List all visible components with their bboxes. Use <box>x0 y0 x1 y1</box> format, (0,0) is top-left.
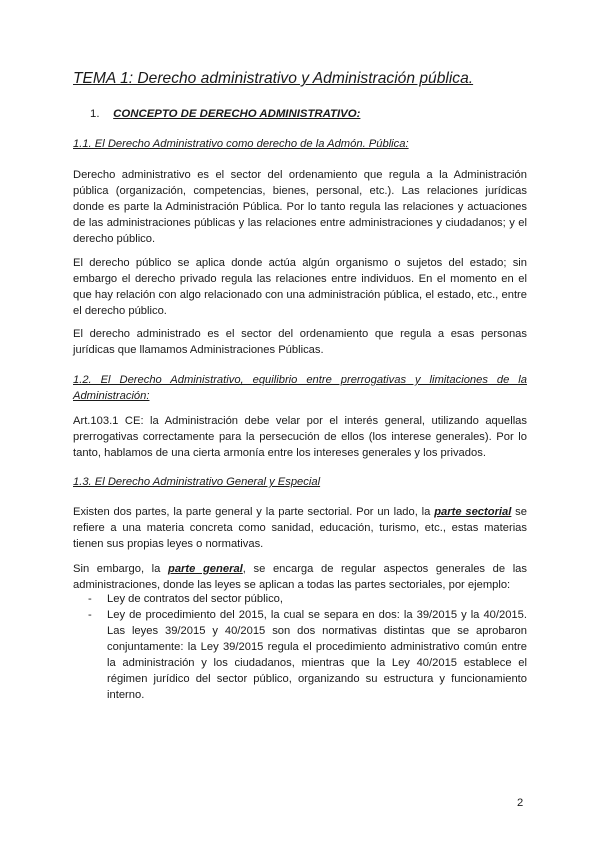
paragraph-1-3-a <box>73 504 527 552</box>
section-heading <box>90 108 360 120</box>
list-item-text: Ley de contratos del sector público, <box>107 593 283 605</box>
parte-sectorial-term: parte sectorial <box>434 506 512 518</box>
laws-list <box>73 591 527 703</box>
page-number: 2 <box>517 797 524 809</box>
paragraph-1-1-a: Derecho administrativo es el sector del ordenamiento que regula a la Administración pública (organización, competencias, bienes, personal, etc.). Las relaciones jurídicas donde es parte la Administración Pública. Por lo tanto regula las relaciones y actuaciones de las administraciones públicas y las relaciones entre administraciones y ciudadanos; y el derecho público. <box>73 169 527 245</box>
list-item <box>73 607 527 703</box>
paragraph-1-3-a-text: Existen dos partes, la parte general y la parte sectorial. Por un lado, la <box>73 506 435 518</box>
list-item-text: Ley de procedimiento del 2015, la cual se separa en dos: la 39/2015 y la 40/2015. Las leyes 39/2015 y 40/2015 son dos normativas distintas que se aprobaron conjuntamente: la Ley 39/2015 regula el procedimiento administrativo común entre la administración y los ciudadanos, mientras que la Ley 40/2015 establece el régimen jurídico del sector público, organizando su estructura y funcionamiento interno. <box>107 609 527 701</box>
section-number: 1. <box>90 108 100 120</box>
subsection-heading-1-2: 1.2. El Derecho Administrativo, equilibrio entre prerrogativas y limitaciones de la Administración: <box>73 374 527 402</box>
dash-bullet: - <box>88 609 92 621</box>
paragraph-1-3-a-text-2: se refiere a una materia concreta como sanidad, educación, turismo, etc., estas materias tienen sus propias leyes o normativas. <box>73 506 528 550</box>
subsection-heading-1-3: 1.3. El Derecho Administrativo General y Especial <box>73 476 321 488</box>
parte-general-term: parte general <box>168 563 243 575</box>
subsection-heading-1-1: 1.1. El Derecho Administrativo como derecho de la Admón. Pública: <box>73 138 409 150</box>
paragraph-1-3-b-text: Sin embargo, la <box>73 563 168 575</box>
list-item <box>73 591 527 607</box>
paragraph-1-3-b-text-2: , se encarga de regular aspectos generales de las administraciones, donde las leyes se aplican a todas las partes sectoriales, por ejemplo: <box>73 563 528 591</box>
document-title: TEMA 1: Derecho administrativo y Administración pública. <box>73 70 474 87</box>
section-label: CONCEPTO DE DERECHO ADMINISTRATIVO: <box>113 108 361 120</box>
dash-bullet: - <box>88 593 92 605</box>
paragraph-1-3-b <box>73 561 527 593</box>
paragraph-1-1-b: El derecho público se aplica donde actúa algún organismo o sujetos del estado; sin embargo el derecho privado regula las relaciones entre individuos. En el momento en el que hay relación con algo relacionado con una administración pública, el estado, etc., entre el derecho público. <box>73 257 527 317</box>
paragraph-1-2-a: Art.103.1 CE: la Administración debe velar por el interés general, utilizando aquellas prerrogativas correctamente para la persecución de ellos (los interese generales). Por lo tanto, hablamos de una cierta armonía entre los intereses generales y los privados. <box>73 415 527 459</box>
paragraph-1-1-c: El derecho administrado es el sector del ordenamiento que regula a esas personas jurídicas que llamamos Administraciones Públicas. <box>73 328 527 356</box>
